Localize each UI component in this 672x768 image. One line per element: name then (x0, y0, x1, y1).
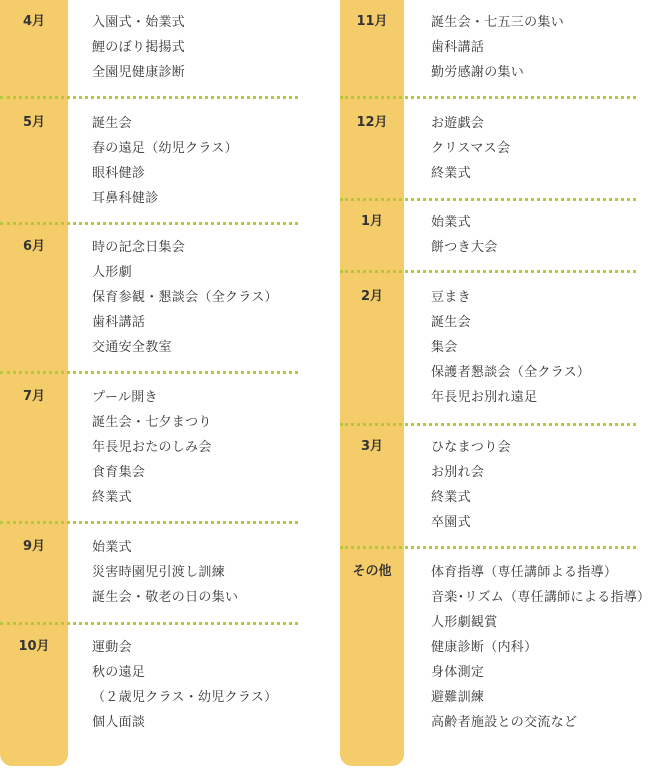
event-item: プール開き (92, 390, 158, 405)
event-item: 保護者懇談会（全クラス） (431, 365, 591, 380)
event-list (431, 435, 511, 535)
month-label: その他 (352, 564, 392, 579)
event-item: 保育参観・懇談会（全クラス） (92, 290, 278, 305)
month-label: 7月 (22, 389, 46, 404)
event-item: 入園式・始業式 (92, 15, 186, 30)
event-item: 体育指導（専任講師よる指導） (431, 565, 618, 580)
month-label: 6月 (22, 239, 46, 254)
section-divider (340, 96, 636, 99)
event-item: 餅つき大会 (431, 240, 498, 255)
event-item: 耳鼻科健診 (92, 191, 159, 206)
event-item: 誕生会 (431, 315, 471, 330)
section-divider (340, 423, 636, 426)
event-item: 卒園式 (431, 515, 471, 530)
month-label: 5月 (22, 115, 46, 130)
event-list (431, 210, 498, 260)
event-list (431, 111, 510, 186)
event-item: 誕生会・七五三の集い (431, 15, 565, 30)
event-item: 豆まき (431, 290, 471, 305)
section-divider (0, 96, 298, 99)
event-item: 交通安全教室 (92, 340, 172, 355)
event-item: 誕生会 (92, 116, 132, 131)
event-item: 人形劇観賞 (431, 615, 498, 630)
event-item: 始業式 (431, 215, 471, 230)
month-label: 9月 (22, 539, 46, 554)
event-item: 歯科講話 (92, 315, 146, 330)
event-list (92, 235, 278, 360)
section-divider (0, 222, 298, 225)
event-item: 高齢者施設との交流など (431, 715, 578, 730)
section-divider (0, 622, 298, 625)
event-list (92, 535, 238, 610)
month-label: 10月 (18, 639, 50, 654)
event-item: 年長児おたのしみ会 (92, 440, 212, 455)
event-list (431, 10, 564, 85)
month-label: 12月 (356, 115, 388, 130)
month-label: 4月 (22, 14, 46, 29)
event-item: （２歳児クラス・幼児クラス） (92, 690, 278, 705)
event-item: 秋の遠足 (92, 665, 146, 680)
event-list (92, 385, 212, 510)
event-item: 終業式 (92, 490, 132, 505)
section-divider (340, 198, 636, 201)
event-item: 運動会 (92, 640, 132, 655)
month-label: 11月 (356, 14, 388, 29)
event-list (92, 635, 277, 735)
event-item: 人形劇 (92, 265, 132, 280)
event-item: 終業式 (431, 490, 471, 505)
event-list (431, 560, 650, 735)
event-item: 健康診断（内科） (431, 640, 538, 655)
section-divider (0, 371, 298, 374)
event-item: お別れ会 (431, 465, 485, 480)
event-item: 集会 (431, 340, 458, 355)
event-item: 誕生会・七夕まつり (92, 415, 212, 430)
event-item: 避難訓練 (431, 690, 485, 705)
event-list (92, 10, 185, 85)
event-item: 全園児健康診断 (92, 65, 186, 80)
event-item: 時の記念日集会 (92, 240, 186, 255)
section-divider (340, 270, 636, 273)
event-list (92, 111, 238, 211)
event-item: お遊戯会 (431, 116, 485, 131)
section-divider (0, 521, 298, 524)
event-item: 眼科健診 (92, 166, 146, 181)
event-item: 身体測定 (431, 665, 485, 680)
event-item: 個人面談 (92, 715, 146, 730)
event-item: 勤労感謝の集い (431, 65, 525, 80)
event-item: ひなまつり会 (431, 440, 511, 455)
event-item: 終業式 (431, 166, 471, 181)
month-label: 1月 (360, 214, 384, 229)
event-item: 音楽･リズム（専任講師による指導） (431, 590, 651, 605)
event-item: 災害時園児引渡し訓練 (92, 565, 226, 580)
event-item: 歯科講話 (431, 40, 485, 55)
month-label: 2月 (360, 289, 384, 304)
event-item: 春の遠足（幼児クラス） (92, 141, 238, 156)
event-list (431, 285, 590, 410)
event-item: クリスマス会 (431, 141, 511, 156)
month-label: 3月 (360, 439, 384, 454)
event-item: 始業式 (92, 540, 132, 555)
section-divider (340, 546, 636, 549)
event-item: 食育集会 (92, 465, 146, 480)
event-item: 年長児お別れ遠足 (431, 390, 538, 405)
event-item: 誕生会・敬老の日の集い (92, 590, 239, 605)
event-item: 鯉のぼり掲揚式 (92, 40, 186, 55)
